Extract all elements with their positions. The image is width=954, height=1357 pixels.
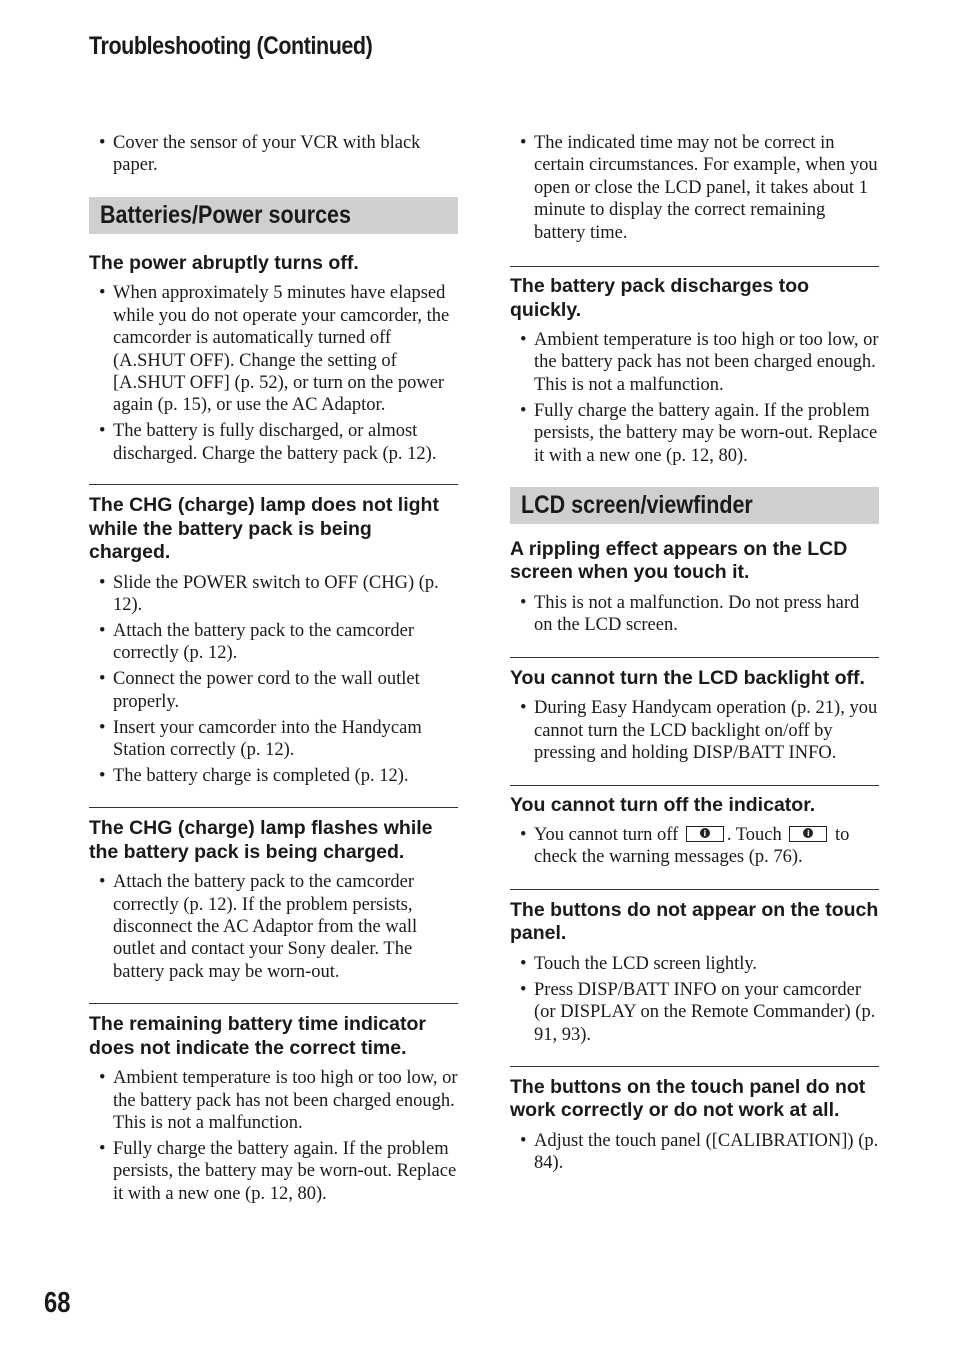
info-indicator-icon — [789, 826, 827, 842]
answer-bullet-list — [510, 953, 879, 1046]
list-item: • The indicated time may not be correct in certain circumstances. For example, when you open or close the LCD panel, it takes about 1 minute to display the correct remaining battery time. — [510, 132, 879, 244]
list-item: • Attach the battery pack to the camcorder correctly (p. 12). If the problem persists, disconnect the AC Adaptor from the wall outlet and contact your Sony dealer. The battery pack may be worn-out. — [89, 871, 458, 983]
list-item: • Insert your camcorder into the Handycam Station correctly (p. 12). — [89, 717, 458, 762]
list-item: • Touch the LCD screen lightly. — [510, 953, 879, 975]
answer-bullet-list — [510, 592, 879, 637]
page-header-title: Troubleshooting (Continued) — [89, 32, 373, 60]
list-item: • The battery is fully discharged, or almost discharged. Charge the battery pack (p. 12). — [89, 420, 458, 465]
list-item: • When approximately 5 minutes have elapsed while you do not operate your camcorder, the camcorder is automatically turned off (A.SHUT OFF). Change the setting of [A.SHUT OFF] (p. 52), or turn on the power again (p. 15), or use the AC Adaptor. — [89, 282, 458, 416]
answer-bullet-list — [510, 697, 879, 764]
divider — [89, 807, 458, 808]
page-number: 68 — [44, 1287, 71, 1319]
question-heading: The buttons on the touch panel do not work correctly or do not work at all. — [510, 1075, 866, 1122]
list-item — [510, 824, 879, 869]
section-title: LCD screen/viewfinder — [521, 490, 753, 519]
right-column — [510, 132, 879, 1178]
list-item: • Fully charge the battery again. If the problem persists, the battery may be worn-out. Replace it with a new one (p. 12, 80). — [89, 1138, 458, 1205]
question-heading: The buttons do not appear on the touch panel. — [510, 898, 879, 945]
question-heading: You cannot turn off the indicator. — [510, 793, 816, 816]
section-heading-batteries — [89, 197, 458, 234]
list-item: • Connect the power cord to the wall outlet properly. — [89, 668, 458, 713]
answer-bullet-list — [510, 1130, 879, 1175]
question-heading: The CHG (charge) lamp does not light while the battery pack is being charged. — [89, 494, 439, 564]
question-heading: The battery pack discharges too quickly. — [510, 275, 810, 321]
list-item: • Cover the sensor of your VCR with black paper. — [89, 132, 458, 177]
answer-bullet-list — [510, 824, 879, 869]
answer-bullet-list — [89, 572, 458, 788]
bullet-text: . Touch — [726, 825, 782, 845]
divider — [510, 266, 879, 267]
list-item: • During Easy Handycam operation (p. 21), you cannot turn the LCD backlight on/off by pressing and holding DISP/BATT INFO. — [510, 697, 879, 764]
answer-bullet-list — [89, 1067, 458, 1205]
bullet-text: to check the warning messages (p. 76). — [534, 825, 850, 868]
divider — [510, 889, 879, 890]
left-column — [89, 132, 458, 1209]
question-heading: The CHG (charge) lamp flashes while the battery pack is being charged. — [89, 817, 433, 863]
list-item: • Ambient temperature is too high or too low, or the battery pack has not been charged enough. This is not a malfunction. — [89, 1067, 458, 1134]
question-heading: The power abruptly turns off. — [89, 251, 359, 274]
bullet-text: You cannot turn off — [534, 825, 679, 845]
list-item: • Attach the battery pack to the camcorder correctly (p. 12). — [89, 620, 458, 665]
divider — [510, 657, 879, 658]
info-indicator-icon — [686, 826, 724, 842]
list-item: • Press DISP/BATT INFO on your camcorder (or DISPLAY on the Remote Commander) (p. 91, 93). — [510, 979, 879, 1046]
divider — [89, 484, 458, 485]
section-title: Batteries/Power sources — [100, 200, 351, 229]
answer-bullet-list — [89, 282, 458, 465]
list-item: • This is not a malfunction. Do not press hard on the LCD screen. — [510, 592, 879, 637]
intro-bullet-list — [89, 132, 458, 177]
list-item: • Ambient temperature is too high or too low, or the battery pack has not been charged enough. This is not a malfunction. — [510, 329, 879, 396]
answer-bullet-list — [89, 871, 458, 983]
list-item: • Slide the POWER switch to OFF (CHG) (p. 12). — [89, 572, 458, 617]
question-heading: A rippling effect appears on the LCD screen when you touch it. — [510, 537, 848, 584]
list-item: • Adjust the touch panel ([CALIBRATION]) (p. 84). — [510, 1130, 879, 1175]
answer-bullet-list — [510, 329, 879, 467]
divider — [510, 785, 879, 786]
divider — [89, 1003, 458, 1004]
divider — [510, 1066, 879, 1067]
question-heading: The remaining battery time indicator does not indicate the correct time. — [89, 1013, 426, 1059]
list-item: • The battery charge is completed (p. 12). — [89, 765, 458, 787]
list-item: • Fully charge the battery again. If the problem persists, the battery may be worn-out. Replace it with a new one (p. 12, 80). — [510, 400, 879, 467]
question-heading: You cannot turn the LCD backlight off. — [510, 666, 865, 689]
section-heading-lcd — [510, 487, 879, 524]
intro-bullet-list — [510, 132, 879, 244]
